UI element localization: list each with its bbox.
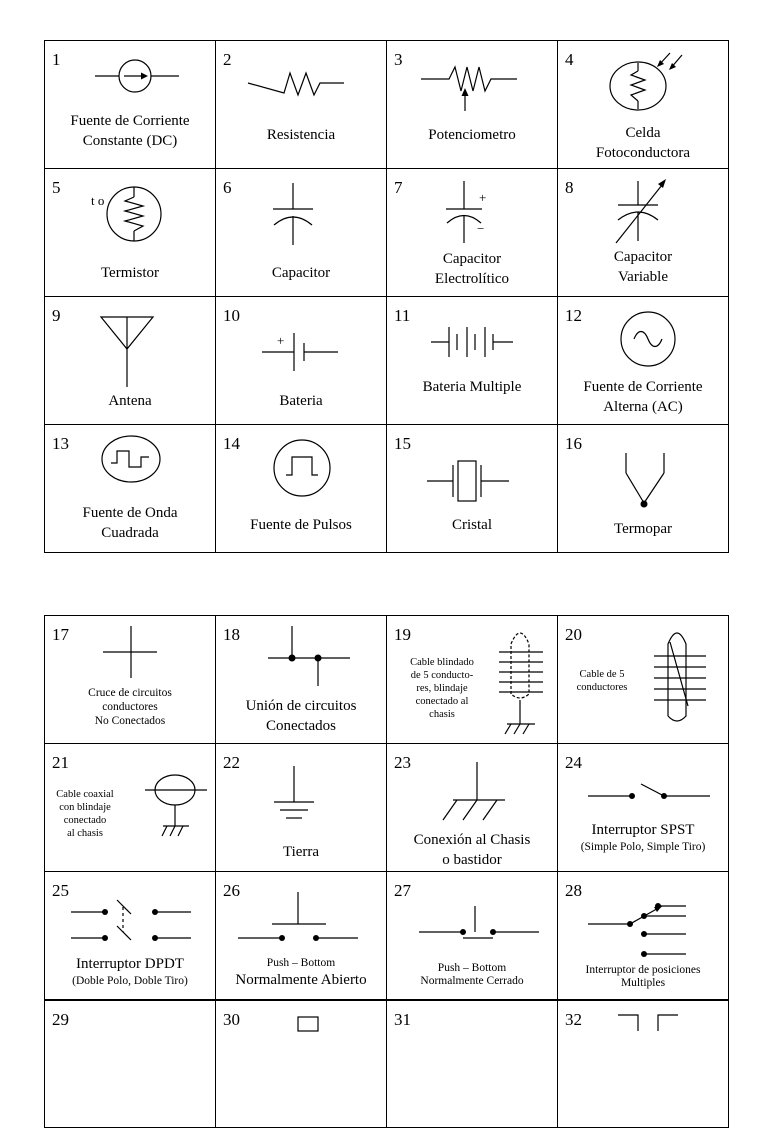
label-line: Cuadrada xyxy=(101,525,159,541)
cell-5 xyxy=(45,169,216,297)
label-line: Fuente de Corriente xyxy=(583,379,703,395)
label-line: Cristal xyxy=(452,517,492,533)
label-line: Normalmente Abierto xyxy=(235,972,367,988)
label-line: Normalmente Cerrado xyxy=(420,975,524,987)
cell-10 xyxy=(216,297,387,425)
cell-28 xyxy=(558,872,729,1000)
label-line: Fuente de Corriente xyxy=(70,113,190,129)
label-line: Resistencia xyxy=(266,127,336,143)
label-line: No Conectados xyxy=(94,715,166,727)
label-line: Fuente de Pulsos xyxy=(250,517,352,533)
shielded-cable-icon xyxy=(387,616,557,744)
label-line: chasis xyxy=(429,709,455,720)
label-line: conductores xyxy=(576,682,628,693)
resistor-icon xyxy=(216,41,386,169)
cell-20 xyxy=(558,616,729,744)
label-line: Push – Bottom xyxy=(437,962,507,974)
cell-number: 9 xyxy=(52,306,61,325)
cell-number: 17 xyxy=(52,625,69,644)
cell-number: 1 xyxy=(52,50,61,69)
label-line: al chasis xyxy=(67,828,103,839)
multiple-battery-icon xyxy=(387,297,557,425)
label-line: Termistor xyxy=(100,265,160,281)
label-line: res, blindaje xyxy=(416,683,468,694)
cell-2 xyxy=(216,41,387,169)
cell-number: 29 xyxy=(52,1009,69,1029)
cell-number: 7 xyxy=(394,178,403,197)
cell-number: 18 xyxy=(223,625,240,644)
cell-number: 15 xyxy=(394,434,411,453)
label-line: conductores xyxy=(102,701,158,713)
cell-number: 14 xyxy=(223,434,240,453)
partial-symbol-30-icon xyxy=(216,1001,386,1129)
cell-14 xyxy=(216,425,387,553)
label-line: de 5 conducto- xyxy=(410,670,474,681)
cell-number: 21 xyxy=(52,753,69,772)
cell-17 xyxy=(45,616,216,744)
label-line: o bastidor xyxy=(442,852,502,868)
cell-number: 4 xyxy=(565,50,574,69)
plus-sign: + xyxy=(479,190,487,205)
cell-number: 30 xyxy=(223,1009,240,1029)
cell-11 xyxy=(387,297,558,425)
label-line: Conectados xyxy=(266,718,336,734)
cell-number: 16 xyxy=(565,434,582,453)
label-line: Termopar xyxy=(613,521,673,537)
cell-9 xyxy=(45,297,216,425)
cell-number: 23 xyxy=(394,753,411,772)
label-line: Antena xyxy=(108,393,152,409)
label-line: Cable blindado xyxy=(410,657,474,668)
label-line: Unión de circuitos xyxy=(245,698,357,714)
label-line: Cruce de circuitos xyxy=(88,687,172,699)
plus-sign: + xyxy=(277,333,285,348)
cell-number: 32 xyxy=(565,1009,582,1029)
cell-15 xyxy=(387,425,558,553)
cell-number: 27 xyxy=(394,881,411,900)
cell-18 xyxy=(216,616,387,744)
label-line: Celda xyxy=(625,125,661,141)
cell-16 xyxy=(558,425,729,553)
label-line: Constante (DC) xyxy=(82,133,178,149)
cell-13 xyxy=(45,425,216,553)
coaxial-cable-icon xyxy=(45,744,215,872)
cell-number: 20 xyxy=(565,625,582,644)
label-line: Interruptor de posiciones xyxy=(585,964,701,976)
cell-number: 8 xyxy=(565,178,574,197)
cell-24 xyxy=(558,744,729,872)
cell-1 xyxy=(45,41,216,169)
cell-number: 10 xyxy=(223,306,240,325)
cell-29 xyxy=(45,1000,216,1128)
cell-22 xyxy=(216,744,387,872)
cell-19 xyxy=(387,616,558,744)
cell-27 xyxy=(387,872,558,1000)
label-line: Cable de 5 xyxy=(579,669,625,680)
cell-number: 6 xyxy=(223,178,232,197)
label-line: Fuente de Onda xyxy=(82,505,178,521)
potentiometer-icon xyxy=(387,41,557,169)
cell-number: 3 xyxy=(394,50,403,69)
cell-31 xyxy=(387,1000,558,1128)
cell-number: 5 xyxy=(52,178,61,197)
five-conductor-cable-icon xyxy=(558,616,728,744)
label-line: (Simple Polo, Simple Tiro) xyxy=(580,841,706,853)
thermistor-t-label: t o xyxy=(91,193,105,208)
cell-32 xyxy=(558,1000,729,1128)
cell-21 xyxy=(45,744,216,872)
cell-8 xyxy=(558,169,729,297)
label-line: Multiples xyxy=(620,977,666,989)
label-line: con blindaje xyxy=(59,802,111,813)
cell-23 xyxy=(387,744,558,872)
label-line: Bateria xyxy=(279,393,323,409)
cell-3 xyxy=(387,41,558,169)
label-line: Capacitor xyxy=(271,265,331,281)
label-line: Variable xyxy=(618,269,668,285)
partial-symbol-32-icon xyxy=(558,1001,728,1129)
label-line: Electrolítico xyxy=(434,271,510,287)
label-line: Push – Bottom xyxy=(266,957,336,969)
label-line: Conexión al Chasis xyxy=(413,832,531,848)
label-line: Bateria Multiple xyxy=(422,379,522,395)
symbols-table-2 xyxy=(44,615,729,1128)
cell-6 xyxy=(216,169,387,297)
cell-number: 24 xyxy=(565,753,582,772)
cell-number: 22 xyxy=(223,753,240,772)
label-line: Cable coaxial xyxy=(56,789,114,800)
cell-number: 11 xyxy=(394,306,411,325)
minus-sign: − xyxy=(477,221,485,236)
cell-number: 19 xyxy=(394,625,411,644)
label-line: Potenciometro xyxy=(428,127,516,143)
label-line: Capacitor xyxy=(442,251,502,267)
cell-7 xyxy=(387,169,558,297)
label-line: (Doble Polo, Doble Tiro) xyxy=(72,975,188,987)
cell-26 xyxy=(216,872,387,1000)
cell-4 xyxy=(558,41,729,169)
label-line: Interruptor SPST xyxy=(591,822,695,838)
label-line: Capacitor xyxy=(613,249,673,265)
cell-number: 2 xyxy=(223,50,232,69)
cell-number: 31 xyxy=(394,1009,411,1029)
cell-30 xyxy=(216,1000,387,1128)
cell-number: 12 xyxy=(565,306,582,325)
label-line: Fotoconductora xyxy=(595,145,691,161)
cell-25 xyxy=(45,872,216,1000)
label-line: conectado xyxy=(63,815,107,826)
cell-12 xyxy=(558,297,729,425)
cell-number: 25 xyxy=(52,881,69,900)
label-line: Tierra xyxy=(282,844,320,860)
symbols-table-1 xyxy=(44,40,729,553)
cell-number: 13 xyxy=(52,434,69,453)
cell-number: 28 xyxy=(565,881,582,900)
label-line: Interruptor DPDT xyxy=(76,956,184,972)
label-line: Alterna (AC) xyxy=(603,399,683,415)
label-line: conectado al xyxy=(415,696,469,707)
cell-number: 26 xyxy=(223,881,240,900)
